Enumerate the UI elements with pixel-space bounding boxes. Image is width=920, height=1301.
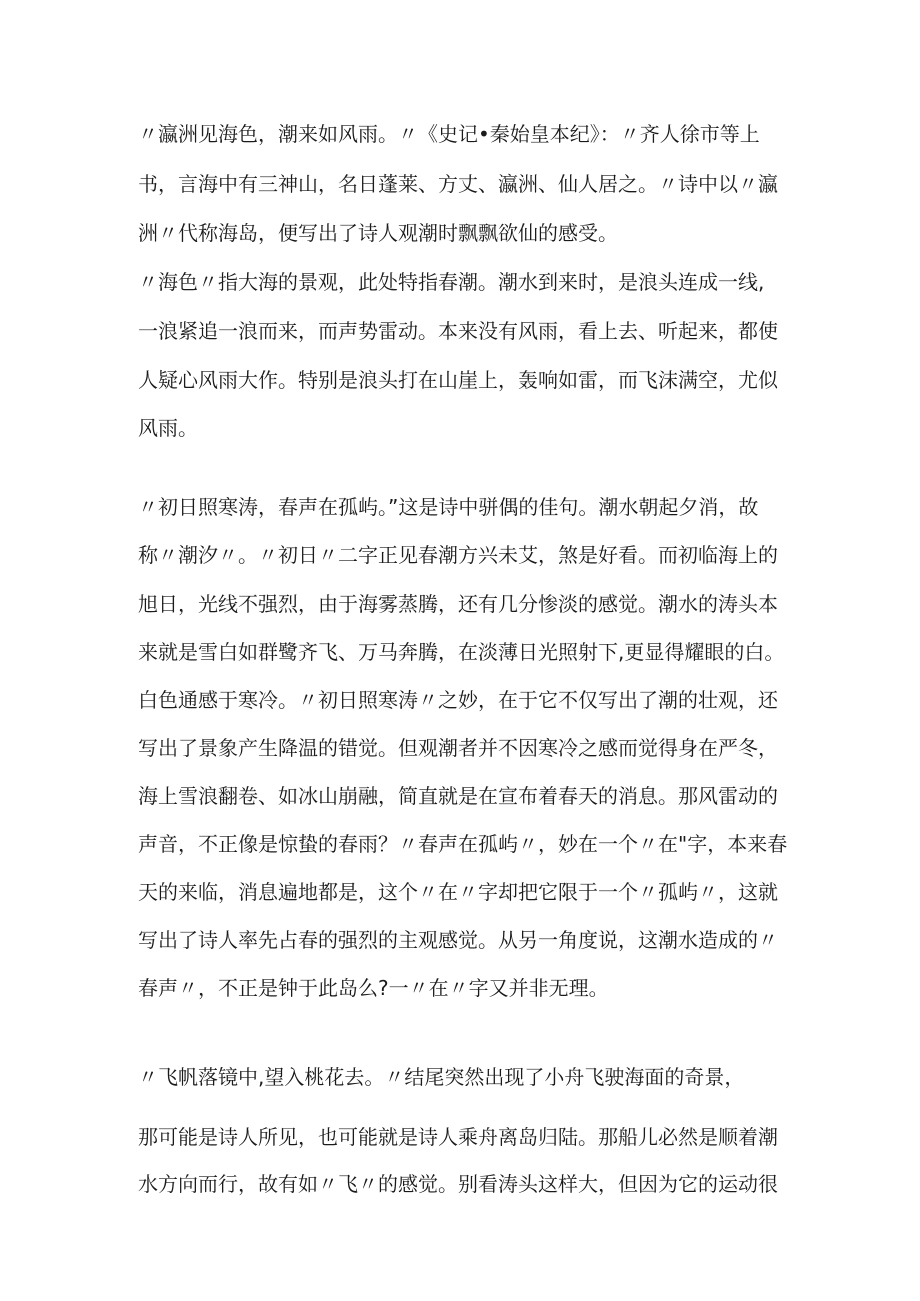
text-line: 〃瀛洲见海色，潮来如风雨。〃《史记•秦始皇本纪》：〃齐人徐市等上 xyxy=(138,122,760,146)
text-line: 写出了景象产生降温的错觉。但观潮者并不因寒冷之感而觉得身在严冬， xyxy=(138,736,778,760)
text-line: 海上雪浪翻卷、如冰山崩融，简直就是在宣布着春天的消息。那风雷动的 xyxy=(138,784,778,808)
text-line: 写出了诗人率先占春的强烈的主观感觉。从另一角度说，这潮水造成的〃 xyxy=(138,928,778,952)
text-line: 洲〃代称海岛，便写出了诗人观潮时飘飘欲仙的感受。 xyxy=(138,221,618,245)
text-line: 声音，不正像是惊蛰的春雨？〃春声在孤屿〃，妙在一个〃在"字，本来春 xyxy=(138,832,788,856)
text-line: 书，言海中有三神山，名日蓬莱、方丈、瀛洲、仙人居之。〃诗中以〃瀛 xyxy=(138,172,778,196)
text-line: 称〃潮汐〃。〃初日〃二字正见春潮方兴未艾，煞是好看。而初临海上的 xyxy=(138,543,778,567)
text-line: 〃海色〃指大海的景观，此处特指春潮。潮水到来时，是浪头连成一线, xyxy=(138,270,765,294)
text-line: 一浪紧追一浪而来，而声势雷动。本来没有风雨，看上去、听起来，都使 xyxy=(138,319,778,343)
text-line: 风雨。 xyxy=(138,416,198,440)
text-line: 天的来临，消息遍地都是，这个〃在〃字却把它限于一个〃孤屿〃，这就 xyxy=(138,880,778,904)
text-line: 那可能是诗人所见，也可能就是诗人乘舟离岛归陆。那船儿必然是顺着潮 xyxy=(138,1125,778,1149)
text-line: 人疑心风雨大作。特别是浪头打在山崖上，轰响如雷，而飞沫满空，尤似 xyxy=(138,368,778,392)
text-line: 旭日，光线不强烈，由于海雾蒸腾，还有几分惨淡的感觉。潮水的涛头本 xyxy=(138,592,778,616)
text-line: 春声〃，不正是钟于此岛么?一〃在〃字又并非无理。 xyxy=(138,976,609,1000)
text-line: 白色通感于寒冷。〃初日照寒涛〃之妙，在于它不仅写出了潮的壮观，还 xyxy=(138,688,778,712)
text-line: 来就是雪白如群鹭齐飞、万马奔腾，在淡薄日光照射下,更显得耀眼的白。 xyxy=(138,640,785,664)
text-line: 水方向而行，故有如〃飞〃的感觉。别看涛头这样大，但因为它的运动很 xyxy=(138,1172,778,1196)
text-line: 〃初日照寒涛，春声在孤屿。”这是诗中骈偶的佳句。潮水朝起夕消，故 xyxy=(138,495,759,519)
text-line: 〃飞帆落镜中,望入桃花去。〃结尾突然出现了小舟飞驶海面的奇景， xyxy=(138,1065,745,1089)
